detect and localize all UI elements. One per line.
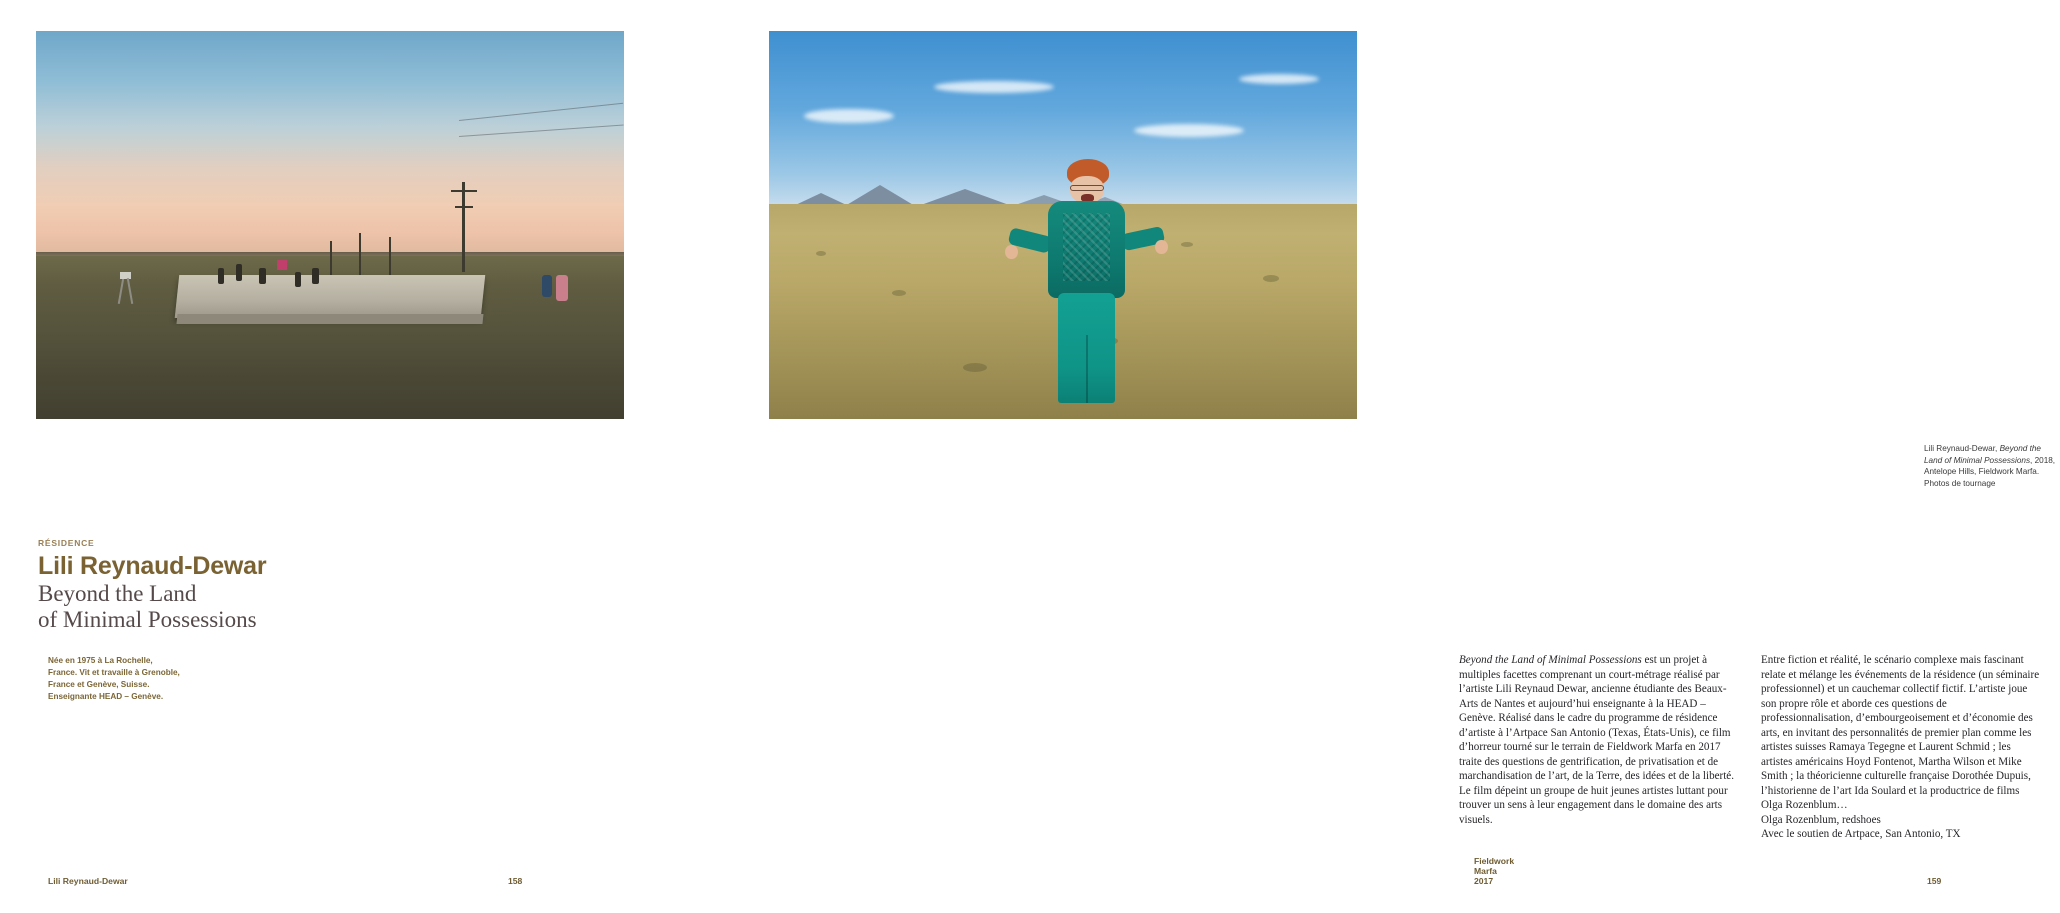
performer-grassland-photo xyxy=(769,31,1357,419)
crew-figure xyxy=(236,264,242,281)
crew-figure xyxy=(259,268,266,284)
crew-figure xyxy=(312,268,319,284)
body-text-1: est un projet à multiples facettes comprenant un court-métrage réalisé par l’artiste Lili Reynaud Dewar, ancienne étudiante des Beaux-Arts de Nantes et aujourd’hui enseignante à la HEAD – Genève. Réalisé dans le cadre du programme de résidence d’artiste à l’Artpace San Antonio (Texas, États-Unis), ce film d’horreur tourné sur le terrain de Fieldwork Marfa en 2017 traite des questions de gentrification, de privatisation et de marchandisation de l’art, de la Terre, des idées et de la liberté. Le film dépeint un groupe de huit jeunes artistes luttant pour trouver un sens à leur engagement dans le domaine des arts visuels. xyxy=(1459,654,1735,826)
crew-figure xyxy=(218,268,224,284)
concrete-slab-edge xyxy=(177,314,484,324)
crew-figure xyxy=(556,275,568,301)
caption-line-3: Photos de tournage xyxy=(1924,478,1996,488)
tunic-pattern xyxy=(1063,213,1110,281)
section-eyebrow: RÉSIDENCE xyxy=(38,538,95,548)
right-page xyxy=(693,0,2056,913)
footer-left-label: Lili Reynaud-Dewar xyxy=(48,876,128,886)
dusk-concrete-slab-photo xyxy=(36,31,624,419)
body-column-2 xyxy=(1761,653,2041,842)
sky-gradient xyxy=(36,31,624,260)
title-block xyxy=(38,538,458,633)
utility-pole-crossarm xyxy=(451,190,477,192)
work-title xyxy=(38,581,458,633)
credit-photo: Olga Rozenblum, redshoes xyxy=(1761,813,1881,826)
utility-pole xyxy=(462,182,465,271)
cloud xyxy=(1134,124,1244,137)
shrub xyxy=(963,363,987,372)
footer-right-page-number: 159 xyxy=(1927,876,1942,886)
equipment-case xyxy=(277,260,287,270)
crew-figure xyxy=(542,275,552,297)
glasses xyxy=(1070,185,1104,191)
cloud xyxy=(804,109,894,123)
photo-caption xyxy=(1924,443,2060,490)
body-column-1 xyxy=(1459,653,1739,827)
body-text-2: Entre fiction et réalité, le scénario complexe mais fascinant relate et mélange les événements de la résidence (un séminaire professionnel) et un cauchemar collectif fictif. L’artiste joue son propre rôle et aborde ces questions de professionnalisation, d’embourgeoisement et d’économie des arts, en invitant des personnalités de premier plan comme les artistes suisses Ramaya Tegegne et Laurent Schmid ; les artistes américains Hoyd Fontenot, Martha Wilson et Mike Smith ; la théoricienne culturelle française Dorothée Dupuis, l’historienne de l’art Ida Soulard et la productrice de films Olga Rozenblum… xyxy=(1761,654,2040,812)
performer-figure xyxy=(1028,159,1146,403)
caption-line-2: , 2018, Antelope Hills, Fieldwork Marfa. xyxy=(1924,455,2056,477)
trouser-seam xyxy=(1086,335,1088,403)
caption-work-title: Beyond the Land of Minimal Possessions xyxy=(1924,444,2041,465)
page-title: Lili Reynaud-Dewar xyxy=(38,552,267,580)
shrub xyxy=(1181,242,1193,247)
utility-pole-crossarm xyxy=(455,206,473,208)
footer-right-label: Fieldwork Marfa 2017 xyxy=(1474,856,1515,886)
shrub xyxy=(892,290,906,296)
utility-pole xyxy=(389,237,391,276)
right-hand xyxy=(1155,240,1168,255)
shrub xyxy=(816,251,826,256)
credit-support: Avec le soutien de Artpace, San Antonio, TX xyxy=(1761,828,1961,841)
cloud xyxy=(1239,74,1319,84)
crew-figure xyxy=(295,272,301,287)
caption-line-1: Lili Reynaud-Dewar, xyxy=(1924,444,1998,453)
camera-head xyxy=(120,272,131,279)
artist-bio: Née en 1975 à La Rochelle, France. Vit et travaille à Grenoble, France et Genève, Suisse. Enseignante HEAD – Genève. xyxy=(48,656,180,701)
footer-left-page-number: 158 xyxy=(508,876,523,886)
left-page xyxy=(0,0,693,913)
shrub xyxy=(1263,275,1279,282)
work-title-line-1: Beyond the Land xyxy=(38,581,197,607)
utility-pole xyxy=(359,233,361,276)
camera-tripod xyxy=(118,272,134,302)
utility-pole xyxy=(330,241,332,276)
lead-work-title: Beyond the Land of Minimal Possessions xyxy=(1459,654,1642,666)
work-title-line-2: of Minimal Possessions xyxy=(38,607,257,632)
